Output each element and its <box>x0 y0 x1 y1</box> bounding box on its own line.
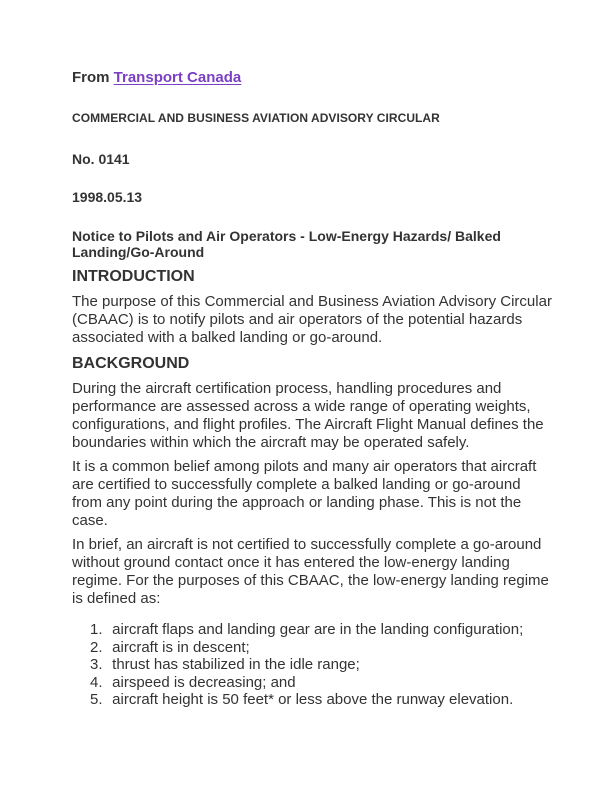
list-item-text: aircraft is in descent; <box>112 638 250 656</box>
source-line <box>72 69 241 86</box>
list-item-number: 3. <box>90 656 103 673</box>
agency-title: COMMERCIAL AND BUSINESS AVIATION ADVISORY CIRCULAR <box>72 111 440 125</box>
notice-title: Notice to Pilots and Air Operators - Low-Energy Hazards/ Balked Landing/Go-Around <box>72 228 501 260</box>
list-item-text: airspeed is decreasing; and <box>112 673 296 691</box>
list-item-number: 5. <box>90 691 103 708</box>
list-item-text: thrust has stabilized in the idle range; <box>112 656 360 673</box>
introduction-paragraph: The purpose of this Commercial and Business Aviation Advisory Circular (CBAAC) is to notify pilots and air operators of the potential hazards associated with a balked landing or go-around. <box>72 293 552 346</box>
list-item <box>90 621 523 639</box>
list-item <box>90 691 523 709</box>
list-item-number: 1. <box>90 621 103 638</box>
list-item <box>90 639 523 657</box>
from-label: From <box>72 69 110 86</box>
circular-number: No. 0141 <box>72 151 130 167</box>
list-item <box>90 656 523 674</box>
low-energy-criteria-list <box>90 621 523 709</box>
list-item-number: 2. <box>90 638 103 656</box>
circular-date: 1998.05.13 <box>72 189 143 205</box>
introduction-heading: INTRODUCTION <box>72 268 195 285</box>
list-item-number: 4. <box>90 673 103 691</box>
background-paragraph-2: It is a common belief among pilots and many air operators that aircraft are certified to successfully complete a balked landing or go-around from any point during the approach or landing phase. This is not the case. <box>72 458 537 529</box>
list-item-text: aircraft flaps and landing gear are in the landing configuration; <box>112 621 524 638</box>
background-paragraph-3: In brief, an aircraft is not certified to successfully complete a go-around without ground contact once it has entered the low-energy landing regime. For the purposes of this CBAAC, the low-energy landing regime is defined as: <box>72 536 549 607</box>
list-item-text: aircraft height is 50 feet* or less above the runway elevation. <box>112 691 514 708</box>
transport-canada-link[interactable]: Transport Canada <box>113 69 242 86</box>
list-item <box>90 674 523 692</box>
background-paragraph-1: During the aircraft certification process, handling procedures and performance are assessed across a wide range of operating weights, configurations, and flight profiles. The Aircraft Flight Manual defines the boundaries within which the aircraft may be operated safely. <box>72 380 544 451</box>
background-heading: BACKGROUND <box>72 355 190 372</box>
